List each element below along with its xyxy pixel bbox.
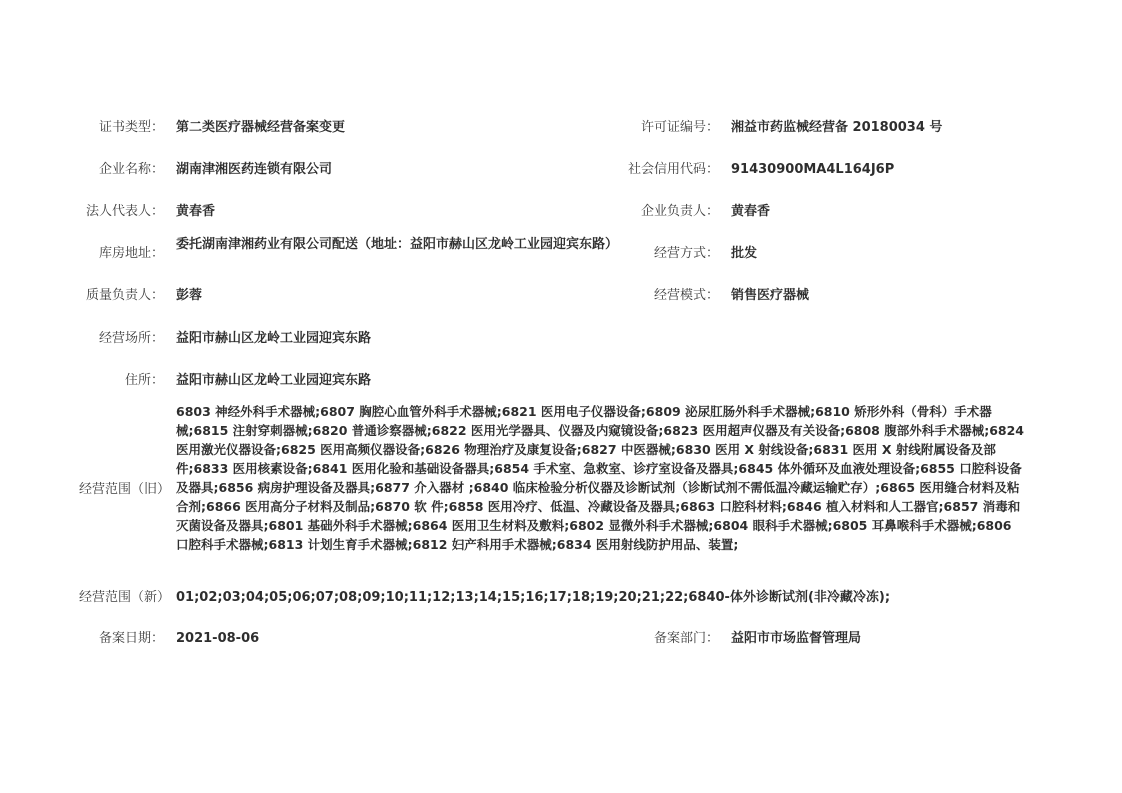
company-head-label: 企业负责人： <box>640 204 719 219</box>
business-mode-label: 经营模式： <box>653 288 719 303</box>
filing-date-label: 备案日期： <box>98 631 164 646</box>
company-name-label: 企业名称： <box>98 162 164 177</box>
scope-new-value: 01;02;03;04;05;06;07;08;09;10;11;12;13;14;15;16;17;18;19;20;21;22;6840-体外诊断试剂(非冷藏冷冻); <box>176 590 891 605</box>
business-place-label: 经营场所： <box>98 331 164 346</box>
residence-value: 益阳市赫山区龙岭工业园迎宾东路 <box>176 373 372 388</box>
filing-dept-value: 益阳市市场监督管理局 <box>731 631 862 646</box>
company-name-value: 湖南津湘医药连锁有限公司 <box>176 162 333 177</box>
residence-label: 住所： <box>124 373 164 388</box>
business-method-label: 经营方式： <box>653 246 719 261</box>
warehouse-addr-label: 库房地址： <box>98 246 164 261</box>
license-no-label: 许可证编号： <box>640 120 719 135</box>
credit-code-value: 91430900MA4L164J6P <box>731 162 895 177</box>
license-no-value: 湘益市药监械经营备 20180034 号 <box>731 120 943 135</box>
company-head-value: 黄春香 <box>731 204 771 219</box>
business-place-value: 益阳市赫山区龙岭工业园迎宾东路 <box>176 331 372 346</box>
business-method-value: 批发 <box>731 246 758 261</box>
warehouse-addr-value: 委托湖南津湘药业有限公司配送（地址：益阳市赫山区龙岭工业园迎宾东路） <box>176 237 619 252</box>
cert-type-label: 证书类型： <box>98 120 164 135</box>
quality-head-label: 质量负责人： <box>85 288 164 303</box>
legal-rep-value: 黄春香 <box>176 204 216 219</box>
scope-new-label: 经营范围（新） <box>78 590 170 605</box>
filing-dept-label: 备案部门： <box>653 631 719 646</box>
scope-old-label: 经营范围（旧） <box>78 482 170 497</box>
legal-rep-label: 法人代表人： <box>85 204 164 219</box>
business-mode-value: 销售医疗器械 <box>731 288 810 303</box>
scope-old-value: 6803 神经外科手术器械;6807 胸腔心血管外科手术器械;6821 医用电子仪器设备;6809 泌尿肛肠外科手术器械;6810 矫形外科（骨科）手术器械;6815 注射穿刺器械;6820 普通诊察器械;6822 医用光学器具、仪器及内窥镜设备;6823 医用超声仪器及有关设备;6808 腹部外科手术器械;6824 医用激光仪器设备;6825 医用高频仪器设备;6826 物理治疗及康复设备;6827 中医器械;6830 医用 X 射线设备;6831 医用 X 射线附属设备及部件;6833 医用核素设备;6841 医用化验和基础设备器具;6854 手术室、急救室、诊疗室设备及器具;6845 体外循环及血液处理设备;6855 口腔科设备及器具;6856 病房护理设备及器具;6877 介入器材 ;6840 临床检验分析仪器及诊断试剂（诊断试剂不需低温冷藏运输贮存）;6865 医用缝合材料及粘合剂;6866 医用高分子材料及制品;6870 软 件;6858 医用冷疗、低温、冷藏设备及器具;6863 口腔科材料;6846 植入材料和人工器官;6857 消毒和灭菌设备及器具;6801 基础外科手术器械;6864 医用卫生材料及敷料;6802 显微外科手术器械;6804 眼科手术器械;6805 耳鼻喉科手术器械;6806 口腔科手术器械;6813 计划生育手术器械;6812 妇产科用手术器械;6834 医用射线防护用品、装置; <box>176 404 1024 552</box>
cert-type-value: 第二类医疗器械经营备案变更 <box>176 120 346 135</box>
filing-date-value: 2021-08-06 <box>176 631 260 646</box>
quality-head-value: 彭蓉 <box>176 288 203 303</box>
credit-code-label: 社会信用代码： <box>627 162 719 177</box>
